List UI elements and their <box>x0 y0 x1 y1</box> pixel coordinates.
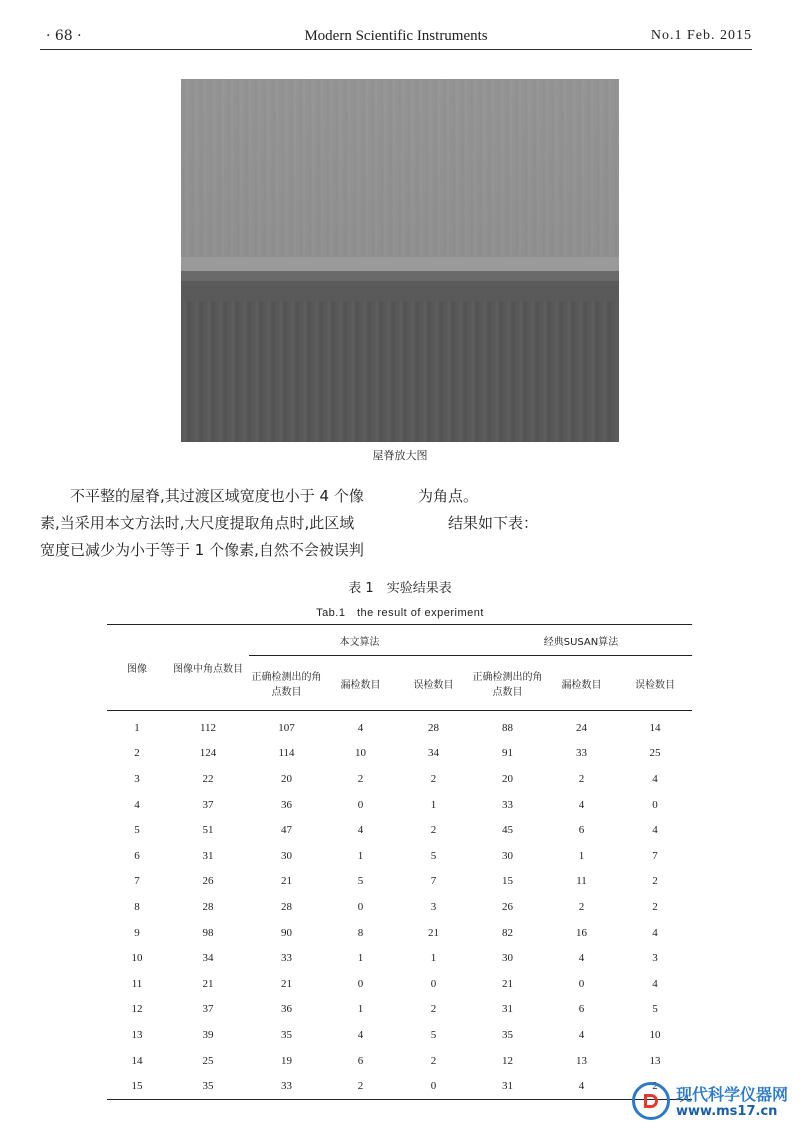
table-cell: 4 <box>578 1080 585 1093</box>
body-line: 素,当采用本文方法时,大尺度提取角点时,此区域 <box>40 514 355 532</box>
table-cell: 12 <box>502 1054 513 1067</box>
body-line: 结果如下表： <box>418 514 539 532</box>
table-cell: 6 <box>357 1054 364 1067</box>
table-cell: 4 <box>357 1028 364 1041</box>
table-cell: 0 <box>430 1080 437 1093</box>
table-row <box>107 766 692 792</box>
table-cell: 7 <box>430 875 437 888</box>
header-rule <box>40 49 752 50</box>
table-cell: 9 <box>134 926 140 939</box>
table-cell: 30 <box>502 849 513 862</box>
table-cell: 35 <box>202 1080 214 1093</box>
table-row <box>107 997 692 1023</box>
table-cell: 1 <box>357 849 364 862</box>
figure-caption: 屋脊放大图 <box>372 449 428 462</box>
table-cell: 10 <box>131 952 143 965</box>
table-cell: 31 <box>202 849 214 862</box>
table-cell: 98 <box>202 926 214 939</box>
table-row <box>107 817 692 843</box>
table-row <box>107 894 692 920</box>
table-cell: 6 <box>134 849 140 862</box>
table-cell: 35 <box>281 1028 292 1041</box>
table-cell: 36 <box>281 1003 292 1016</box>
table-cell: 28 <box>281 900 292 913</box>
image-ridge-shadow <box>181 281 619 301</box>
table-cell: 6 <box>578 1003 585 1016</box>
table-cell: 4 <box>357 721 364 734</box>
table-cell: 4 <box>652 977 658 990</box>
body-line: 为角点。 <box>418 487 479 505</box>
table-cell: 2 <box>430 772 437 785</box>
table-cell: 5 <box>134 824 140 837</box>
table-cell: 2 <box>134 747 140 760</box>
table-cell: 1 <box>430 952 437 965</box>
table-cell: 1 <box>134 721 140 734</box>
table-cell: 0 <box>357 977 364 990</box>
table-cell: 31 <box>502 1080 513 1093</box>
table-cell: 107 <box>278 721 295 734</box>
watermark-url: www.ms17.cn <box>676 1104 778 1119</box>
table-cell: 20 <box>281 772 292 785</box>
table-row <box>107 711 692 741</box>
table-cell: 51 <box>202 824 214 837</box>
table-cell: 33 <box>281 952 292 965</box>
table-cell: 1 <box>578 849 585 862</box>
subheader-false: 误检数目 <box>413 679 454 691</box>
table-cell: 124 <box>199 747 217 760</box>
table-cell: 90 <box>281 926 292 939</box>
table-row <box>107 1048 692 1074</box>
journal-title: Modern Scientific Instruments <box>304 28 488 44</box>
table-cell: 1 <box>357 952 364 965</box>
table-caption-cn: 表 1 实验结果表 <box>348 581 452 596</box>
table-cell: 114 <box>278 747 295 760</box>
table-cell: 11 <box>576 875 587 888</box>
table-cell: 2 <box>430 824 437 837</box>
table-cell: 33 <box>576 747 587 760</box>
table-cell: 6 <box>578 824 585 837</box>
table-row <box>107 741 692 767</box>
table-cell: 2 <box>430 1054 437 1067</box>
table-cell: 28 <box>428 721 439 734</box>
table-cell: 2 <box>652 875 658 888</box>
table-cell: 2 <box>578 900 585 913</box>
table-cell: 0 <box>430 977 437 990</box>
table-cell: 1 <box>430 798 437 811</box>
table-cell: 5 <box>430 1028 437 1041</box>
table-cell: 33 <box>281 1080 292 1093</box>
table-cell: 4 <box>578 798 585 811</box>
table-body <box>107 711 692 1100</box>
subheader-missed: 漏检数目 <box>561 679 602 691</box>
table-cell: 16 <box>576 926 587 939</box>
table-cell: 7 <box>652 849 658 862</box>
table-cell: 2 <box>652 1080 658 1093</box>
watermark-logo-icon <box>632 1082 670 1120</box>
table-cell: 4 <box>578 952 585 965</box>
image-roof-region <box>181 301 619 442</box>
header-total-corners: 图像中角点数目 <box>173 664 243 675</box>
image-transition-band <box>181 257 619 271</box>
watermark <box>632 1080 792 1124</box>
table-row <box>107 843 692 869</box>
table-cell: 2 <box>652 900 658 913</box>
table-cell: 21 <box>502 977 513 990</box>
header-group-susan: 经典SUSAN算法 <box>470 625 692 656</box>
table-cell: 7 <box>134 875 140 888</box>
table-cell: 4 <box>652 926 658 939</box>
table-cell: 0 <box>652 798 658 811</box>
image-background-region <box>181 79 619 257</box>
table-cell: 0 <box>578 977 585 990</box>
table-cell: 3 <box>134 772 140 785</box>
table-cell: 5 <box>357 875 364 888</box>
table-cell: 26 <box>502 900 513 913</box>
table-cell: 34 <box>428 747 439 760</box>
subheader-false: 误检数目 <box>635 679 675 691</box>
table-cell: 4 <box>578 1028 585 1041</box>
table-cell: 10 <box>649 1028 661 1041</box>
table-cell: 47 <box>281 824 292 837</box>
table-caption-en: Tab.1 the result of experiment <box>316 607 484 619</box>
table-cell: 30 <box>502 952 513 965</box>
table-row <box>107 1073 692 1099</box>
table-cell: 13 <box>576 1054 587 1067</box>
table-cell: 31 <box>502 1003 513 1016</box>
table-cell: 45 <box>502 824 513 837</box>
table-cell: 4 <box>134 798 140 811</box>
body-line: 不平整的屋脊,其过渡区域宽度也小于 4 个像 <box>40 487 364 505</box>
roof-ridge-image <box>181 79 619 442</box>
table-cell: 22 <box>202 772 214 785</box>
table-row <box>107 869 692 895</box>
table-cell: 12 <box>131 1003 143 1016</box>
table-cell: 21 <box>281 875 292 888</box>
table-cell: 21 <box>428 926 439 939</box>
page-number: · 68 · <box>46 28 82 44</box>
table-cell: 8 <box>134 900 140 913</box>
table-row <box>107 792 692 818</box>
table-cell: 14 <box>131 1054 143 1067</box>
table-cell: 5 <box>652 1003 658 1016</box>
table-cell: 0 <box>357 900 364 913</box>
body-text-right <box>418 483 758 537</box>
table-cell: 25 <box>202 1054 214 1067</box>
table-cell: 25 <box>649 747 661 760</box>
table-cell: 13 <box>649 1054 661 1067</box>
table-cell: 26 <box>202 875 214 888</box>
table-cell: 37 <box>202 798 214 811</box>
subheader-correct: 正确检测出的角点数目 <box>251 672 322 698</box>
table-cell: 15 <box>502 875 513 888</box>
table-cell: 24 <box>576 721 587 734</box>
table-cell: 35 <box>502 1028 513 1041</box>
table-cell: 37 <box>202 1003 214 1016</box>
results-table <box>107 624 692 1100</box>
table-cell: 4 <box>652 772 658 785</box>
table-cell: 1 <box>357 1003 364 1016</box>
body-line: 宽度已减少为小于等于 1 个像素,自然不会被误判 <box>40 541 364 559</box>
running-header <box>40 28 752 48</box>
table-cell: 4 <box>357 824 364 837</box>
table-cell: 10 <box>355 747 366 760</box>
table-cell: 19 <box>281 1054 292 1067</box>
image-ridge-edge <box>181 271 619 281</box>
table-cell: 21 <box>202 977 214 990</box>
table-cell: 14 <box>649 721 661 734</box>
table-row <box>107 1022 692 1048</box>
table-cell: 88 <box>502 721 513 734</box>
table-cell: 20 <box>502 772 513 785</box>
table-cell: 112 <box>199 721 217 734</box>
table-cell: 15 <box>131 1080 143 1093</box>
header-group-proposed: 本文算法 <box>249 625 470 656</box>
table-cell: 5 <box>430 849 437 862</box>
table-cell: 36 <box>281 798 292 811</box>
table-row <box>107 971 692 997</box>
table-cell: 2 <box>357 772 364 785</box>
table-cell: 11 <box>131 977 143 990</box>
table-cell: 13 <box>131 1028 143 1041</box>
table-cell: 34 <box>202 952 214 965</box>
table-cell: 82 <box>502 926 513 939</box>
table-cell: 39 <box>202 1028 214 1041</box>
subheader-correct: 正确检测出的角点数目 <box>472 672 543 698</box>
table-cell: 2 <box>430 1003 437 1016</box>
table-cell: 3 <box>652 952 658 965</box>
body-text-left <box>40 483 400 564</box>
table-cell: 8 <box>357 926 364 939</box>
table-row <box>107 945 692 971</box>
table-cell: 30 <box>281 849 292 862</box>
table-cell: 0 <box>357 798 364 811</box>
issue-info: No.1 Feb. 2015 <box>650 28 752 43</box>
table-cell: 2 <box>357 1080 364 1093</box>
table-cell: 91 <box>502 747 513 760</box>
header-image: 图像 <box>127 664 147 675</box>
table-cell: 4 <box>652 824 658 837</box>
watermark-name: 现代科学仪器网 <box>676 1085 789 1104</box>
table-row <box>107 920 692 946</box>
table-cell: 21 <box>281 977 292 990</box>
subheader-missed: 漏检数目 <box>340 679 381 691</box>
table-cell: 33 <box>502 798 513 811</box>
table-cell: 3 <box>430 900 437 913</box>
table-cell: 28 <box>202 900 214 913</box>
table-cell: 2 <box>578 772 585 785</box>
